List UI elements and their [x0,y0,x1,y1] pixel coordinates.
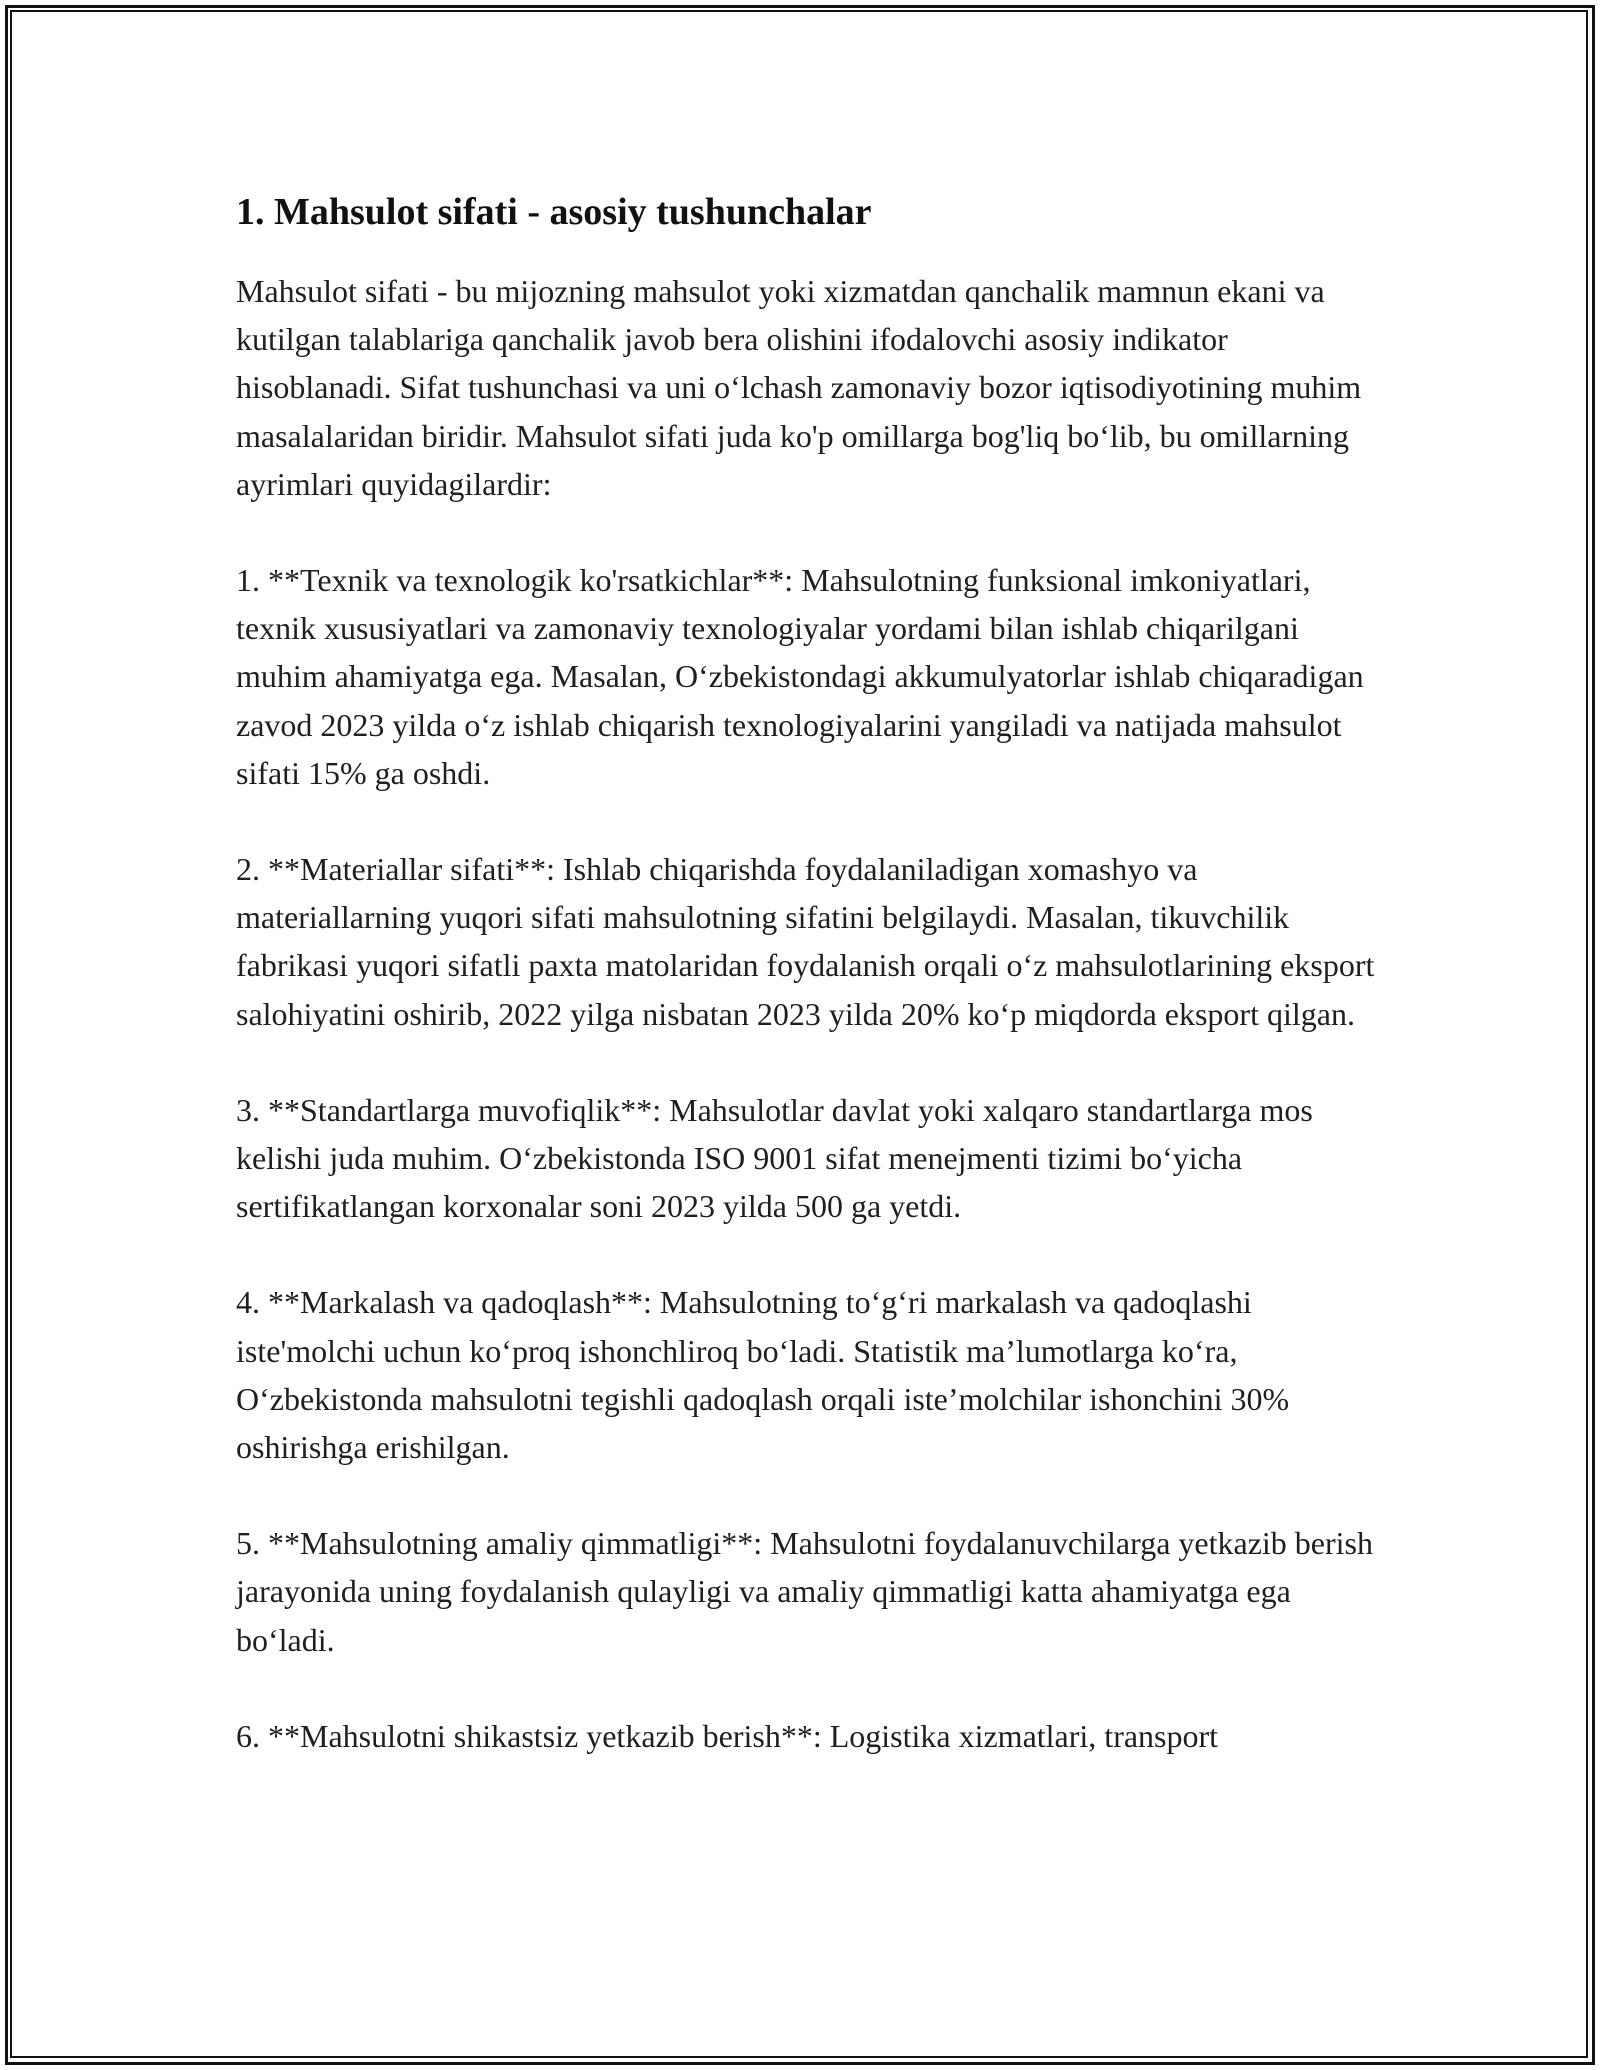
list-item-safe-delivery: 6. **Mahsulotni shikastsiz yetkazib berish**: Logistika xizmatlari, transport [236,1717,1219,1754]
list-item-standards-compliance: 3. **Standartlarga muvofiqlik**: Mahsulotlar davlat yoki xalqaro standartlarga mos kelishi juda muhim. Oʻzbekistonda ISO 9001 sifat menejmenti tizimi boʻyicha sertifikatlangan korxonalar soni 2023 yilda 500 ga yetdi. [236,1091,1313,1225]
list-item-technical-indicators: 1. **Texnik va texnologik ko'rsatkichlar**: Mahsulotning funksional imkoniyatlari, texnik xususiyatlari va zamonaviy texnologiyalar yordami bilan ishlab chiqarilgani muhim ahamiyatga ega. Masalan, Oʻzbekistondagi akkumulyatorlar ishlab chiqaradigan zavod 2023 yilda oʻz ishlab chiqarish texnologiyalarini yangiladi va natijada mahsulot sifati 15% ga oshdi. [236,562,1364,791]
list-item-practical-value: 5. **Mahsulotning amaliy qimmatligi**: Mahsulotni foydalanuvchilarga yetkazib berish jarayonida uning foydalanish qulayligi va amaliy qimmatligi katta ahamiyatga ega boʻladi. [236,1525,1373,1658]
document-body [236,188,1386,1808]
list-item-labeling-packaging: 4. **Markalash va qadoqlash**: Mahsulotning toʻgʻri markalash va qadoqlashi iste'molchi uchun koʻproq ishonchliroq boʻladi. Statistik maʼlumotlarga koʻra, Oʻzbekistonda mahsulotni tegishli qadoqlash orqali isteʼmolchilar ishonchini 30% oshirishga erishilgan. [236,1284,1290,1466]
section-heading: 1. Mahsulot sifati - asosiy tushunchalar [236,191,872,233]
list-item-material-quality: 2. **Materiallar sifati**: Ishlab chiqarishda foydalaniladigan xomashyo va materiallarning yuqori sifati mahsulotning sifatini belgilaydi. Masalan, tikuvchilik fabrikasi yuqori sifatli paxta matolaridan foydalanish orqali oʻz mahsulotlarining eksport salohiyatini oshirib, 2022 yilga nisbatan 2023 yilda 20% koʻp miqdorda eksport qilgan. [236,851,1375,1032]
intro-paragraph: Mahsulot sifati - bu mijozning mahsulot yoki xizmatdan qanchalik mamnun ekani va kutilgan talablariga qanchalik javob bera olishini ifodalovchi asosiy indikator hisoblanadi. Sifat tushunchasi va uni oʻlchash zamonaviy bozor iqtisodiyotining muhim masalalaridan biridir. Mahsulot sifati juda ko'p omillarga bog'liq boʻlib, bu omillarning ayrimlari quyidagilardir: [236,273,1362,502]
